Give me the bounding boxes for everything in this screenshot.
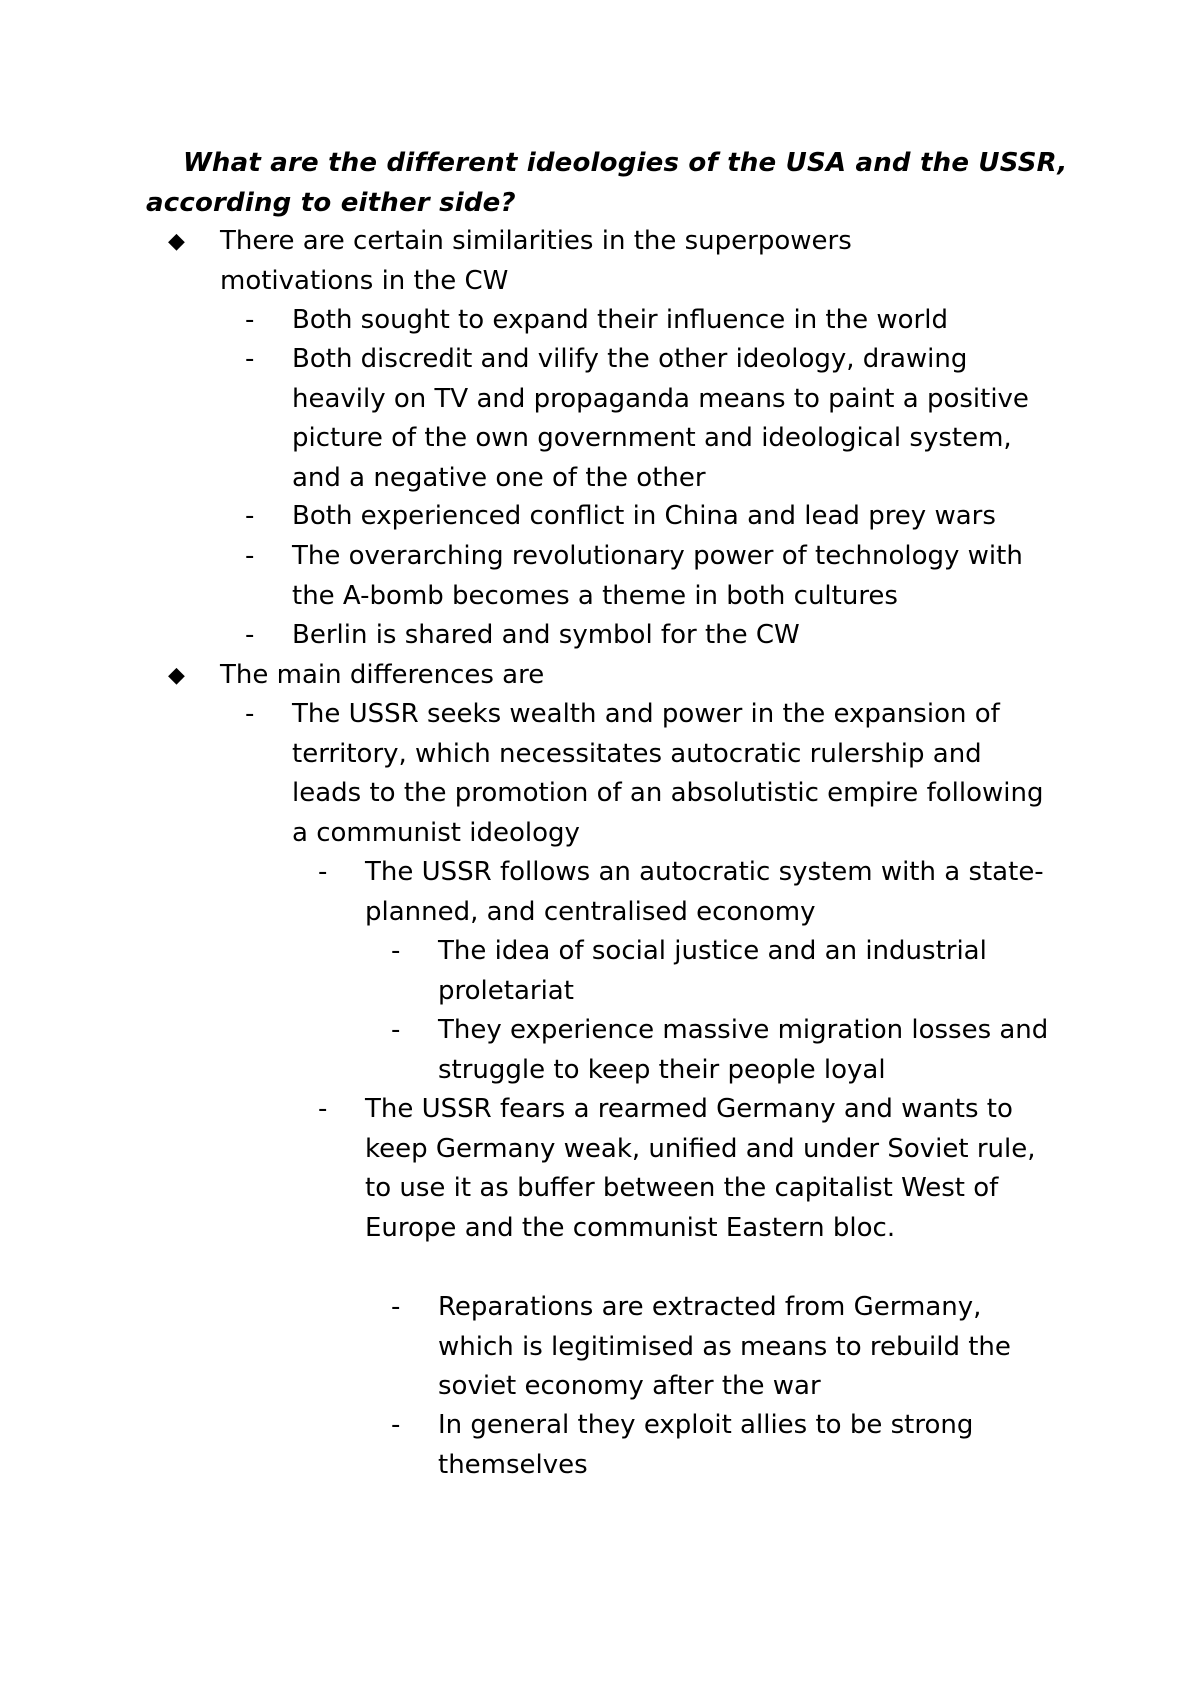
sub-sub-sub-item: [391, 1288, 1058, 1407]
dash-bullet-icon: -: [391, 1015, 401, 1045]
sub-item-similarity: [245, 537, 1052, 616]
document-heading: What are the different ideologies of the USA and the USSR, according to either side?: [146, 148, 1068, 218]
sub-sub-sub-item-text: Reparations are extracted from Germany, which is legitimised as means to rebuild the soviet economy after the war: [438, 1292, 1011, 1401]
diamond-bullet-icon: ◆: [168, 663, 185, 688]
bullet-text: The main differences are: [220, 660, 545, 690]
dash-bullet-icon: -: [318, 857, 328, 887]
sub-item-text: Berlin is shared and symbol for the CW: [292, 620, 800, 650]
dash-bullet-icon: -: [245, 501, 255, 531]
sub-item-text: The overarching revolutionary power of technology with the A-bomb becomes a theme in both cultures: [292, 541, 1023, 611]
dash-bullet-icon: -: [391, 1292, 401, 1322]
dash-bullet-icon: -: [245, 620, 255, 650]
sub-sub-item-text: The USSR follows an autocratic system with a state-planned, and centralised economy: [365, 857, 1044, 927]
dash-bullet-icon: -: [245, 305, 255, 335]
bullet-text: There are certain similarities in the superpowers motivations in the CW: [220, 226, 852, 296]
sub-item-similarity: [245, 340, 1052, 498]
dash-bullet-icon: -: [391, 1410, 401, 1440]
dash-bullet-icon: -: [391, 936, 401, 966]
diamond-bullet-icon: ◆: [168, 229, 185, 254]
sub-sub-sub-item-text: The idea of social justice and an industrial proletariat: [438, 936, 987, 1006]
sub-item-similarity: [245, 616, 1052, 656]
dash-bullet-icon: -: [245, 541, 255, 571]
bullet-item-differences: [168, 656, 940, 696]
sub-sub-sub-item: [391, 1011, 1058, 1090]
sub-sub-item-text: The USSR fears a rearmed Germany and wants to keep Germany weak, unified and under Soviet rule, to use it as buffer between the capitalist West of Europe and the communist Eastern bloc.: [365, 1094, 1036, 1243]
sub-item-similarity: [245, 301, 1092, 341]
dash-bullet-icon: -: [245, 699, 255, 729]
sub-item-text: The USSR seeks wealth and power in the expansion of territory, which necessitates autocratic rulership and leads to the promotion of an absolutistic empire following a communist ideology: [292, 699, 1044, 848]
sub-sub-item: [318, 1090, 1055, 1248]
sub-item-text: Both experienced conflict in China and lead prey wars: [292, 501, 996, 531]
sub-item-similarity: [245, 497, 1112, 537]
sub-item-text: Both discredit and vilify the other ideology, drawing heavily on TV and propaganda means to paint a positive picture of the own government and ideological system, and a negative one of the other: [292, 344, 1029, 493]
sub-sub-item: [318, 853, 1045, 932]
sub-item-text: Both sought to expand their influence in the world: [292, 305, 948, 335]
sub-sub-sub-item: [391, 932, 1058, 1011]
dash-bullet-icon: -: [318, 1094, 328, 1124]
sub-item-difference: [245, 695, 1052, 853]
sub-sub-sub-item: [391, 1406, 1058, 1485]
bullet-item-similarities: [168, 222, 940, 301]
dash-bullet-icon: -: [245, 344, 255, 374]
sub-sub-sub-item-text: In general they exploit allies to be strong themselves: [438, 1410, 974, 1480]
sub-sub-sub-item-text: They experience massive migration losses and struggle to keep their people loyal: [438, 1015, 1049, 1085]
